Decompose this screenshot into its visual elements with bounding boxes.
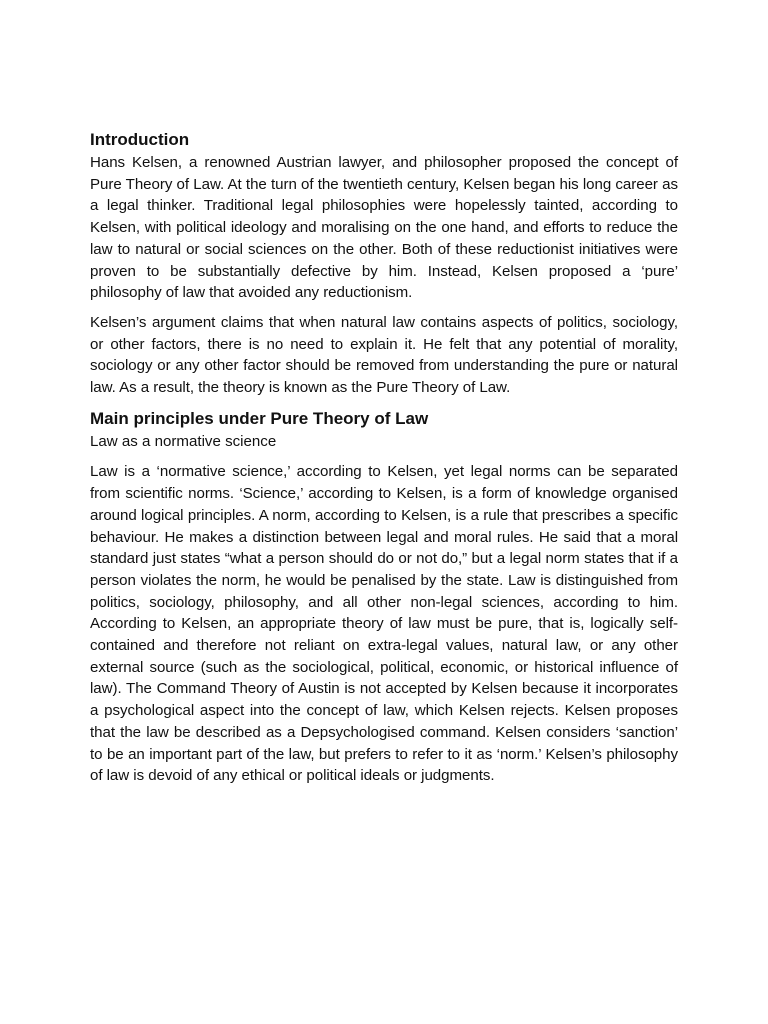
main-principles-section bbox=[90, 407, 678, 787]
normative-science-paragraph: Law is a ‘normative science,’ according to Kelsen, yet legal norms can be separated from scientific norms. ‘Science,’ according to Kelsen, is a form of knowledge organised around logical principles. A norm, according to Kelsen, is a rule that prescribes a specific behaviour. He makes a distinction between legal and moral rules. He said that a moral standard just states “what a person should do or not do,” but a legal norm states that if a person violates the norm, he would be penalised by the state. Law is distinguished from politics, sociology, philosophy, and all other non-legal sciences, according to him. According to Kelsen, an appropriate theory of law must be pure, that is, logically self-contained and therefore not reliant on extra-legal values, natural law, or any other external source (such as the sociological, political, economic, or historical influence of law). The Command Theory of Austin is not accepted by Kelsen because it incorporates a psychological aspect into the concept of law, which Kelsen rejects. Kelsen proposes that the law be described as a Depsychologised command. Kelsen considers ‘sanction’ to be an important part of the law, but prefers to refer to it as ‘norm.’ Kelsen’s philosophy of law is devoid of any ethical or political ideals or judgments. bbox=[90, 463, 678, 785]
introduction-paragraph-2: Kelsen’s argument claims that when natural law contains aspects of politics, sociology, or other factors, there is no need to explain it. He felt that any potential of morality, sociology or any other factor should be removed from understanding the pure or natural law. As a result, the theory is known as the Pure Theory of Law. bbox=[90, 313, 678, 397]
normative-science-subheading: Law as a normative science bbox=[90, 432, 277, 450]
introduction-paragraph-1: Hans Kelsen, a renowned Austrian lawyer, and philosopher proposed the concept of Pure Theory of Law. At the turn of the twentieth century, Kelsen began his long career as a legal thinker. Traditional legal philosophies were hopelessly tainted, according to Kelsen, with political ideology and moralising on the one hand, and efforts to reduce the law to natural or social sciences on the other. Both of these reductionist initiatives were proven to be substantially defective by him. Instead, Kelsen proposed a ‘pure’ philosophy of law that avoided any reductionism. bbox=[90, 154, 678, 302]
main-principles-heading: Main principles under Pure Theory of Law bbox=[90, 408, 429, 428]
document-page bbox=[90, 128, 678, 795]
introduction-heading: Introduction bbox=[90, 130, 190, 149]
introduction-section bbox=[90, 128, 678, 399]
